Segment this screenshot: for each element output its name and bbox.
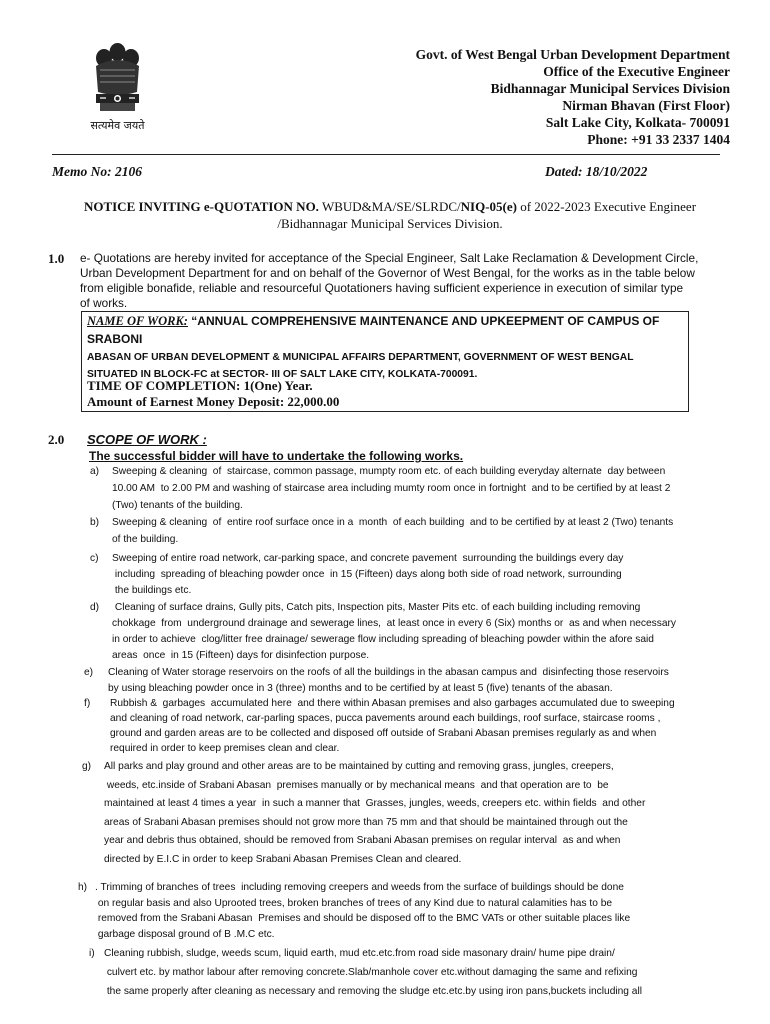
scope-item-line: required in order to keep premises clean and clear. <box>110 743 340 754</box>
notice-niq: NIQ-05(e) <box>460 199 517 214</box>
scope-item-line: removed from the Srabani Abasan Premises and should be disposed off to the BMC VATs or other suitable places like <box>95 913 631 924</box>
scope-item-line: Cleaning of surface drains, Gully pits, Catch pits, Inspection pits, Master Pits etc. of each building including removing <box>112 602 641 613</box>
scope-item-line: the buildings etc. <box>112 585 192 596</box>
scope-subheading: The successful bidder will have to undertake the following works. <box>89 449 464 463</box>
notice-ref: WBUD&MA/SE/SLRDC/ <box>318 199 461 214</box>
scope-item-line: (Two) tenants of the building. <box>112 500 243 511</box>
scope-item-label: c) <box>90 553 99 564</box>
notice-suffix: of 2022-2023 Executive Engineer <box>516 199 697 214</box>
notice-prefix: NOTICE INVITING e-QUOTATION NO. <box>83 199 319 214</box>
header-line: Phone: +91 33 2337 1404 <box>587 132 730 147</box>
scope-item-line: weeds, etc.inside of Srabani Abasan premises manually or by mechanical means and that operation are to be <box>104 779 609 791</box>
scope-item-line: by using bleaching powder once in 3 (three) months and to be certified by at least 5 (five) tenants of the abasan. <box>108 683 613 694</box>
header-line: Bidhannagar Municipal Services Division <box>490 81 730 96</box>
scope-item-line: Sweeping & cleaning of entire roof surface once in a month of each building and to be certified by at least 2 (Two) tenants <box>112 517 674 528</box>
scope-item-line: ground and garden areas are to be collected and disposed off outside of Srabani Abasan premises regularly as and when <box>110 728 657 739</box>
scope-item-line: Rubbish & garbages accumulated here and there within Abasan premises and also garbages accumulated due to sweeping <box>110 698 675 709</box>
completion-details <box>87 378 339 410</box>
scope-item-line: chokkage from underground drainage and sewerage lines, at least once in every 6 (Six) months or as and when necessary <box>112 618 677 629</box>
notice-title <box>60 198 720 232</box>
scope-item-line: garbage disposal ground of B .M.C etc. <box>95 928 275 940</box>
scope-item-label: i) <box>89 948 95 959</box>
section1-paragraph <box>80 251 720 311</box>
scope-item-label: b) <box>90 517 100 528</box>
scope-item-label: d) <box>90 602 100 613</box>
section-number: 1.0 <box>48 251 65 266</box>
name-of-work-line: SITUATED IN BLOCK-FC at SECTOR- III OF SALT LAKE CITY, KOLKATA-700091. <box>87 369 478 380</box>
scope-item-line: year and debris thus obtained, should be removed from Srabani Abasan premises on regular interval as and when <box>104 835 621 846</box>
paragraph-line: Urban Development Department for and on behalf of the Governor of West Bengal, for the works as in the table below <box>80 266 695 280</box>
time-of-completion: TIME OF COMPLETION: 1(One) Year. <box>87 378 313 393</box>
scope-of-work-title: SCOPE OF WORK : <box>87 432 207 447</box>
name-of-work-label: NAME OF WORK: <box>87 314 188 328</box>
scope-item-line: of the building. <box>112 534 179 545</box>
scope-item-line: areas once in 15 (Fifteen) days for disinfection purpose. <box>112 650 370 661</box>
header-line: Govt. of West Bengal Urban Development Department <box>415 47 730 62</box>
scope-item-line: the same properly after cleaning as necessary and removing the sludge etc.etc.by using iron pans,buckets including all <box>104 986 642 997</box>
scope-item-line: Cleaning rubbish, sludge, weeds scum, liquid earth, mud etc.etc.from road side masonary drain/ hume pipe drain/ <box>104 948 615 959</box>
name-of-work-line: “ANNUAL COMPREHENSIVE MAINTENANCE AND UPKEEPMENT OF CAMPUS OF SRABONI <box>87 314 660 346</box>
scope-item-line: in order to achieve clog/litter free drainage/ sewerage flow including spreading of bleaching powder within the afore said <box>112 634 654 645</box>
memo-date: Dated: 18/10/2022 <box>545 164 648 179</box>
scope-item-line: 10.00 AM to 2.00 PM and washing of staircase area including mumty room once in fortnight and to be certified by at least 2 <box>112 483 671 494</box>
scope-item-line: Cleaning of Water storage reservoirs on the roofs of all the buildings in the abasan campus and disinfecting those reservoirs <box>108 667 669 678</box>
scope-item-label: e) <box>84 667 94 678</box>
header-line: Nirman Bhavan (First Floor) <box>562 98 730 113</box>
scope-item-line: Sweeping of entire road network, car-parking space, and concrete pavement surrounding the buildings every day <box>112 553 624 564</box>
scope-item-line: directed by E.I.C in order to keep Srabani Abasan Premises Clean and cleared. <box>104 853 462 865</box>
paragraph-line: from eligible bonafide, reliable and resourceful Quotationers having sufficient experience in execution of similar type <box>80 281 684 295</box>
scope-item-label: g) <box>82 761 92 772</box>
name-of-work <box>87 313 685 383</box>
scope-item-line: and cleaning of road network, car-parling spaces, pucca pavements around each buildings, roof surface, staircase rooms , <box>110 713 661 724</box>
scope-item-label: a) <box>90 466 100 477</box>
office-header <box>416 46 730 148</box>
paragraph-line: of works. <box>80 296 128 310</box>
emblem-motto: सत्यमेव जयते <box>90 119 145 132</box>
header-divider <box>52 154 720 155</box>
scope-item-line: including spreading of bleaching powder once in 15 (Fifteen) days along both side of road network, surrounding <box>112 569 622 580</box>
earnest-money: Amount of Earnest Money Deposit: 22,000.00 <box>87 394 340 409</box>
scope-item-label: f) <box>84 698 91 709</box>
notice-line2: /Bidhannagar Municipal Services Division. <box>277 216 503 231</box>
scope-item-line: Sweeping & cleaning of staircase, common passage, mumpty room etc. of each building everyday alternate day between <box>112 466 666 477</box>
scope-item-line: . Trimming of branches of trees including removing creepers and weeds from the surface of buildings should be done <box>95 882 624 893</box>
name-of-work-line: ABASAN OF URBAN DEVELOPMENT & MUNICIPAL AFFAIRS DEPARTMENT, GOVERNMENT OF WEST BENGAL <box>87 352 634 363</box>
header-line: Salt Lake City, Kolkata- 700091 <box>545 115 730 130</box>
scope-item-line: culvert etc. by mathor labour after removing concrete.Slab/manhole cover etc.without damaging the same and refixing <box>104 967 638 978</box>
section-number: 2.0 <box>48 432 65 447</box>
paragraph-line: e- Quotations are hereby invited for acceptance of the Special Engineer, Salt Lake Reclamation & Development Circle, <box>80 251 699 265</box>
scope-item-label: h) <box>78 882 88 893</box>
scope-item-line: areas of Srabani Abasan premises should not grow more than 75 mm and that should be maintained through out the <box>104 816 628 828</box>
header-line: Office of the Executive Engineer <box>543 64 730 79</box>
scope-item-line: All parks and play ground and other areas are to be maintained by cutting and removing grass, jungles, creepers, <box>104 761 614 772</box>
memo-number: Memo No: 2106 <box>52 164 142 179</box>
scope-item-line: on regular basis and also Uprooted trees, broken branches of trees of any Kind due to natural calamities has to be <box>95 897 613 909</box>
scope-item-line: maintained at least 4 times a year in such a manner that Grasses, jungles, weeds, creepers etc. within fields and other <box>104 798 646 809</box>
